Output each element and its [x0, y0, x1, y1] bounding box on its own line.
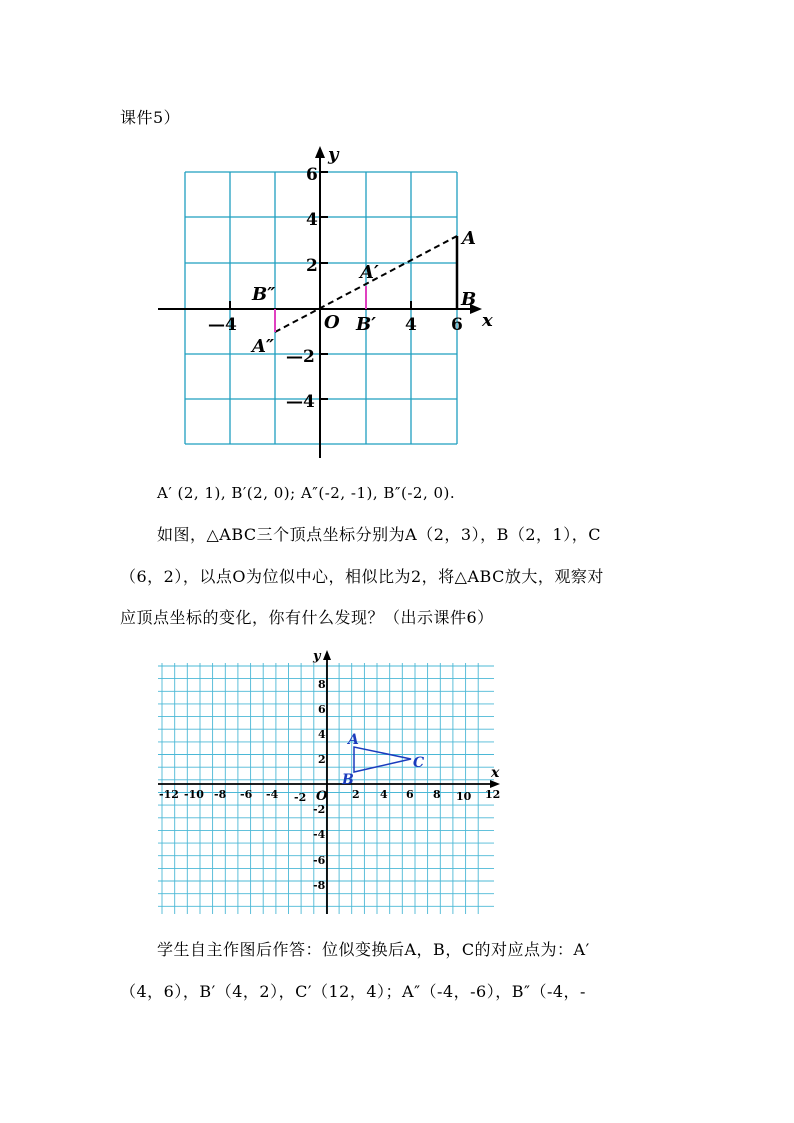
figure2-y-arrow	[323, 650, 331, 660]
figure2-x-tick-m4: -4	[266, 788, 279, 801]
heading-text: 课件5）	[120, 108, 181, 127]
paragraph1-line2: （6，2），以点O为位似中心，相似比为2，将△ABC放大，观察对	[120, 567, 604, 586]
figure1-y-tick-label-m4: —4	[286, 392, 315, 412]
figure2-x-tick-m2: -2	[294, 791, 307, 804]
paragraph2-line1: 学生自主作图后作答：位似变换后A，B，C的对应点为：A′	[157, 940, 590, 959]
figure2-point-label-B: B	[342, 772, 354, 788]
figure2-y-tick-6: 6	[318, 703, 326, 716]
figure1-x-tick-label-6: 6	[451, 315, 463, 335]
figure1-point-label-A: A	[462, 228, 476, 249]
figure2-x-tick-10: 10	[456, 790, 472, 803]
figure1-point-label-A1: A′	[360, 262, 379, 283]
figure2-x-arrow	[490, 780, 500, 788]
figure1-x-tick-label-m4: —4	[208, 315, 237, 335]
figure2-x-tick-12: 12	[485, 788, 501, 801]
figure2-x-tick-6: 6	[406, 788, 414, 801]
figure1-point-label-B2: B″	[252, 284, 276, 305]
figure2-y-tick-4: 4	[318, 728, 326, 741]
figure2-x-tick-2: 2	[352, 788, 360, 801]
figure1-x-tick-label-4: 4	[405, 315, 417, 335]
figure2-axis-label-x: x	[491, 765, 500, 781]
figure1-point-label-A2: A″	[252, 336, 275, 357]
figure1-origin-label: O	[324, 312, 340, 333]
figure1-y-tick-label-m2: —2	[286, 347, 315, 367]
figure2-origin-label: O	[316, 789, 328, 804]
figure2-x-tick-4: 4	[380, 788, 388, 801]
paragraph1-line3: 应顶点坐标的变化，你有什么发现？（出示课件6）	[120, 608, 494, 627]
figure2-y-tick-m4: -4	[313, 828, 326, 841]
figure1-axis-label-x: x	[482, 310, 493, 331]
figure2-y-tick-2: 2	[318, 753, 326, 766]
paragraph2-line2: （4，6），B′（4，2），C′（12，4）；A″（-4，-6），B″（-4，-	[120, 982, 586, 1001]
figure1-y-tick-label-4: 4	[306, 210, 318, 230]
figure1-y-tick-label-6: 6	[306, 165, 318, 185]
figure1-point-label-B: B	[461, 289, 477, 310]
paragraph1-line1: 如图，△ABC三个顶点坐标分别为A（2，3），B（2，1），C	[157, 525, 601, 544]
figure2-point-label-C: C	[413, 755, 425, 771]
figure2-y-tick-m6: -6	[313, 854, 326, 867]
figure2-x-tick-m6: -6	[240, 788, 253, 801]
figure2-x-tick-8: 8	[433, 788, 441, 801]
figure1-point-label-B1: B′	[356, 314, 376, 335]
figure2-y-tick-8: 8	[318, 678, 326, 691]
figure1-axis-label-y: y	[328, 144, 339, 165]
coordinates-line: A′ (2, 1), B′(2, 0); A″(-2, -1), B″(-2, 0).	[157, 484, 456, 502]
figure2-axis-label-y: y	[313, 649, 321, 664]
figure2-x-tick-m8: -8	[214, 788, 227, 801]
figure2-y-tick-m2: -2	[313, 803, 326, 816]
figure2-point-label-A: A	[348, 732, 359, 748]
figure2-x-tick-m10: -10	[184, 788, 204, 801]
figure1-y-tick-label-2: 2	[306, 256, 318, 276]
figure2-x-tick-m12: -12	[159, 788, 179, 801]
figure2-y-tick-m8: -8	[313, 879, 326, 892]
